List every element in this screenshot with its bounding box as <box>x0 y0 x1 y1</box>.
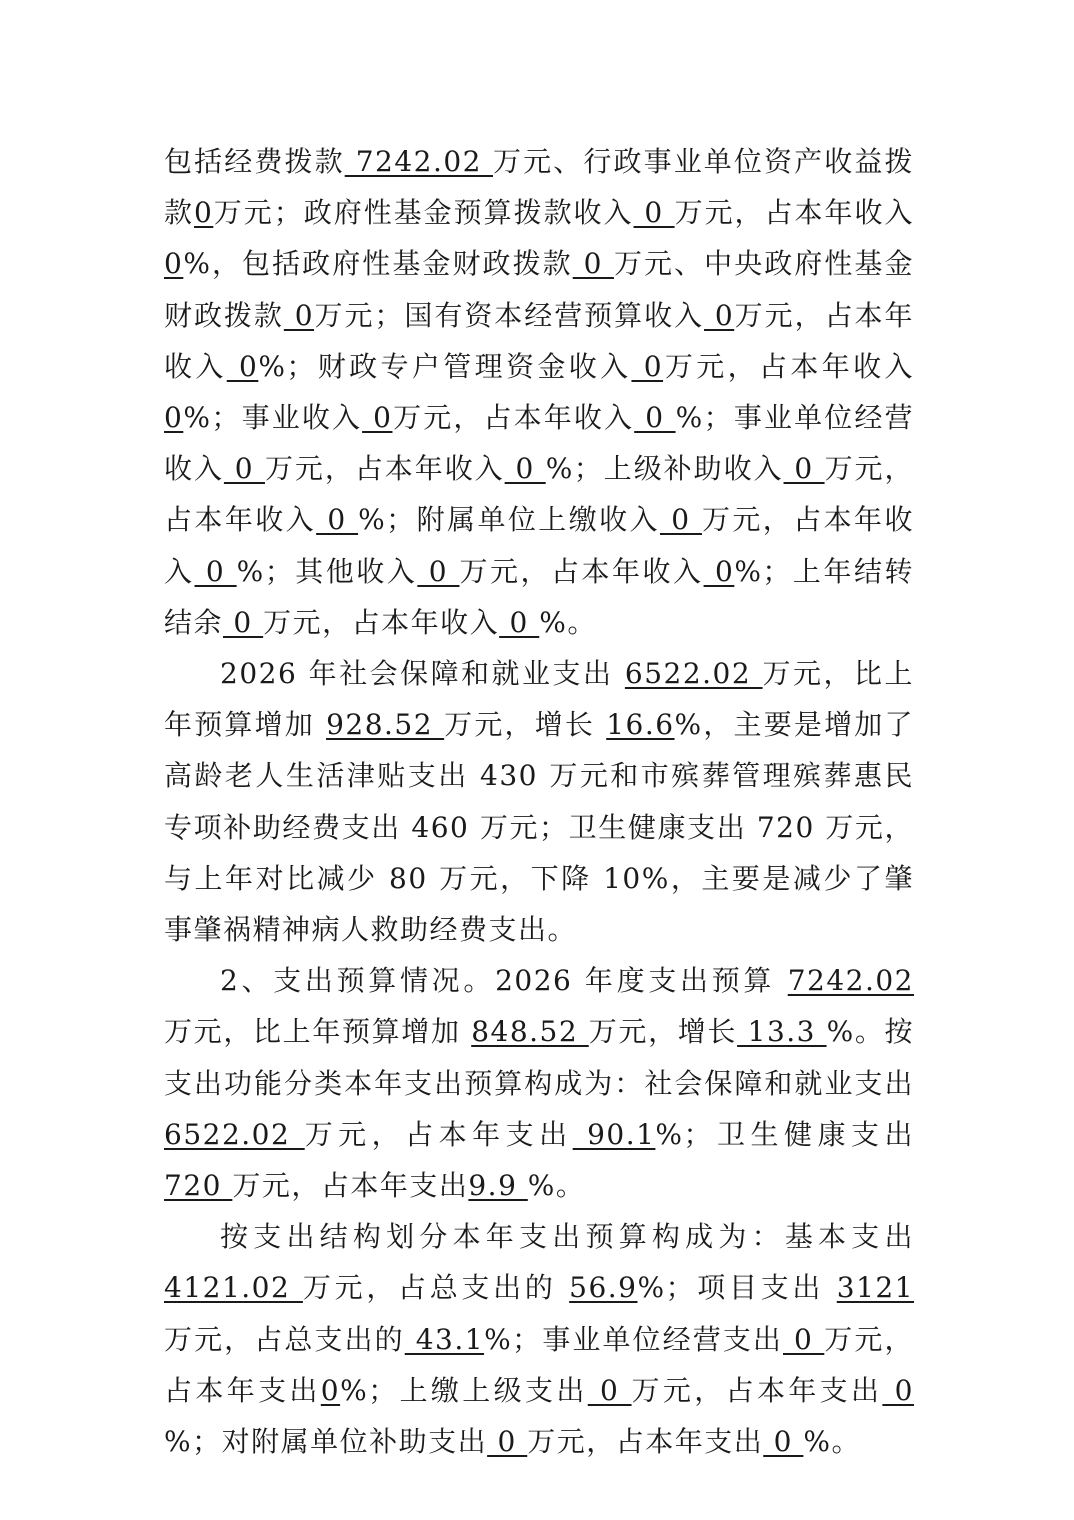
text-segment: 万元，占本年收入 <box>264 452 505 486</box>
underlined-value: 0 <box>320 1373 341 1407</box>
text-segment: 万元，占本年收入 <box>392 401 635 435</box>
text-segment: %。 <box>803 1425 861 1459</box>
text-segment: 万元，占总支出的 <box>164 1322 405 1356</box>
underlined-value: 0 <box>783 1322 825 1356</box>
underlined-value: 848.52 <box>471 1015 589 1049</box>
underlined-value: 0 <box>223 605 264 639</box>
text-segment: %；其他收入 <box>236 554 418 588</box>
text-segment: 2026 年社会保障和就业支出 <box>220 657 625 691</box>
text-segment: 万元，占总支出的 <box>302 1271 570 1305</box>
underlined-value: 9.9 <box>468 1169 528 1203</box>
text-segment: %；对附属单位补助支出 <box>164 1425 488 1459</box>
underlined-value: 0 <box>499 605 540 639</box>
underlined-value: 3121 <box>836 1271 915 1305</box>
text-segment: %。 <box>539 605 597 639</box>
text-segment: %；项目支出 <box>637 1271 837 1305</box>
paragraph-4 <box>164 1211 914 1467</box>
underlined-value: 90.1 <box>572 1117 656 1151</box>
text-segment: 万元、中央政府性基金财政拨款 <box>164 247 914 332</box>
underlined-value: 0 <box>226 349 259 383</box>
underlined-value: 0 <box>223 452 265 486</box>
text-segment: %；上缴上级支出 <box>340 1373 588 1407</box>
underlined-value: 7242.02 <box>344 145 494 178</box>
underlined-value: 0 <box>783 452 825 486</box>
text-segment: %。按支出功能分类本年支出预算构成为：社会保障和就业支出 <box>164 1015 914 1100</box>
text-segment: 万元，占本年收入 <box>164 503 914 588</box>
text-segment: 万元，占本年收入 <box>263 605 500 639</box>
underlined-value: 0 <box>704 298 735 332</box>
underlined-value: 13.3 <box>737 1015 827 1049</box>
underlined-value: 0 <box>417 554 460 588</box>
text-segment: %；事业收入 <box>183 401 363 435</box>
text-segment: 万元，占本年支出 <box>304 1117 573 1151</box>
underlined-value: 0 <box>194 554 237 588</box>
underlined-value: 0 <box>283 298 315 332</box>
text-segment: %；附属单位上缴收入 <box>358 503 660 537</box>
underlined-value: 6522.02 <box>624 657 763 691</box>
text-segment: 万元，占本年支出 <box>164 1322 914 1407</box>
underlined-value: 0 <box>634 401 676 435</box>
underlined-value: 7242.02 <box>787 964 914 998</box>
paragraph-1 <box>164 136 914 648</box>
underlined-value: 0 <box>572 247 614 281</box>
underlined-value: 0 <box>659 503 702 537</box>
underlined-value: 0 <box>316 503 359 537</box>
text-segment: %；卫生健康支出 <box>655 1117 915 1151</box>
underlined-value: 0 <box>362 401 393 435</box>
paragraph-3 <box>164 955 914 1211</box>
underlined-value: 0 <box>193 196 214 230</box>
underlined-value: 0 <box>164 247 184 281</box>
text-segment: 万元，占本年支出 <box>631 1373 883 1407</box>
text-segment: 万元，占本年收入 <box>663 349 914 383</box>
text-segment: 万元，占本年收入 <box>674 196 914 230</box>
text-segment: %；财政专户管理资金收入 <box>258 349 632 383</box>
document-body <box>164 136 914 1467</box>
underlined-value: 0 <box>631 349 664 383</box>
text-segment: 万元，比上年预算增加 <box>164 1015 472 1049</box>
underlined-value: 0 <box>633 196 675 230</box>
text-segment: 万元，比上年预算增加 <box>164 657 914 742</box>
underlined-value: 0 <box>703 554 735 588</box>
text-segment: 万元，占本年支出 <box>527 1425 764 1459</box>
text-segment: 按支出结构划分本年支出预算构成为：基本支出 <box>220 1220 914 1254</box>
underlined-value: 928.52 <box>326 708 445 742</box>
text-segment: %；事业单位经营收入 <box>164 401 914 486</box>
underlined-value: 56.9 <box>569 1271 638 1305</box>
text-segment: 万元，占本年支出 <box>232 1169 469 1203</box>
underlined-value: 0 <box>763 1425 804 1459</box>
text-segment: 2、支出预算情况。2026 年度支出预算 <box>220 964 788 998</box>
text-segment: 万元，增长 <box>588 1015 738 1049</box>
underlined-value: 43.1 <box>404 1322 485 1356</box>
text-segment: %；上级补助收入 <box>545 452 784 486</box>
underlined-value: 4121.02 <box>164 1271 303 1305</box>
text-segment: %，包括政府性基金财政拨款 <box>183 247 573 281</box>
underlined-value: 6522.02 <box>164 1117 305 1151</box>
underlined-value: 0 <box>587 1373 632 1407</box>
text-segment: %。 <box>527 1169 586 1203</box>
text-segment: 万元，占本年收入 <box>164 452 914 537</box>
text-segment: 万元，增长 <box>444 708 607 742</box>
underlined-value: 720 <box>164 1169 233 1203</box>
underlined-value: 0 <box>164 401 184 435</box>
underlined-value: 0 <box>882 1373 914 1407</box>
text-segment: 万元，占本年收入 <box>164 298 914 383</box>
text-segment: 万元，占本年收入 <box>459 554 704 588</box>
text-segment: 万元；政府性基金预算拨款收入 <box>213 196 634 230</box>
text-segment: 万元；国有资本经营预算收入 <box>314 298 705 332</box>
text-segment: %；事业单位经营支出 <box>484 1322 783 1356</box>
text-segment: 万元、行政事业单位资产收益拨款 <box>164 145 914 230</box>
text-segment: %，主要是增加了高龄老人生活津贴支出 430 万元和市殡葬管理殡葬惠民专项补助经费支出 460 万元；卫生健康支出 720 万元，与上年对比减少 80 万元，下降 10%，主要是减少了肇事肇祸精神病人救助经费支出。 <box>164 708 915 947</box>
paragraph-2 <box>164 648 914 955</box>
text-segment: 包括经费拨款 <box>164 145 345 178</box>
underlined-value: 0 <box>504 452 546 486</box>
underlined-value: 0 <box>487 1425 528 1459</box>
text-segment: %；上年结转结余 <box>164 554 914 639</box>
underlined-value: 16.6 <box>606 708 675 742</box>
